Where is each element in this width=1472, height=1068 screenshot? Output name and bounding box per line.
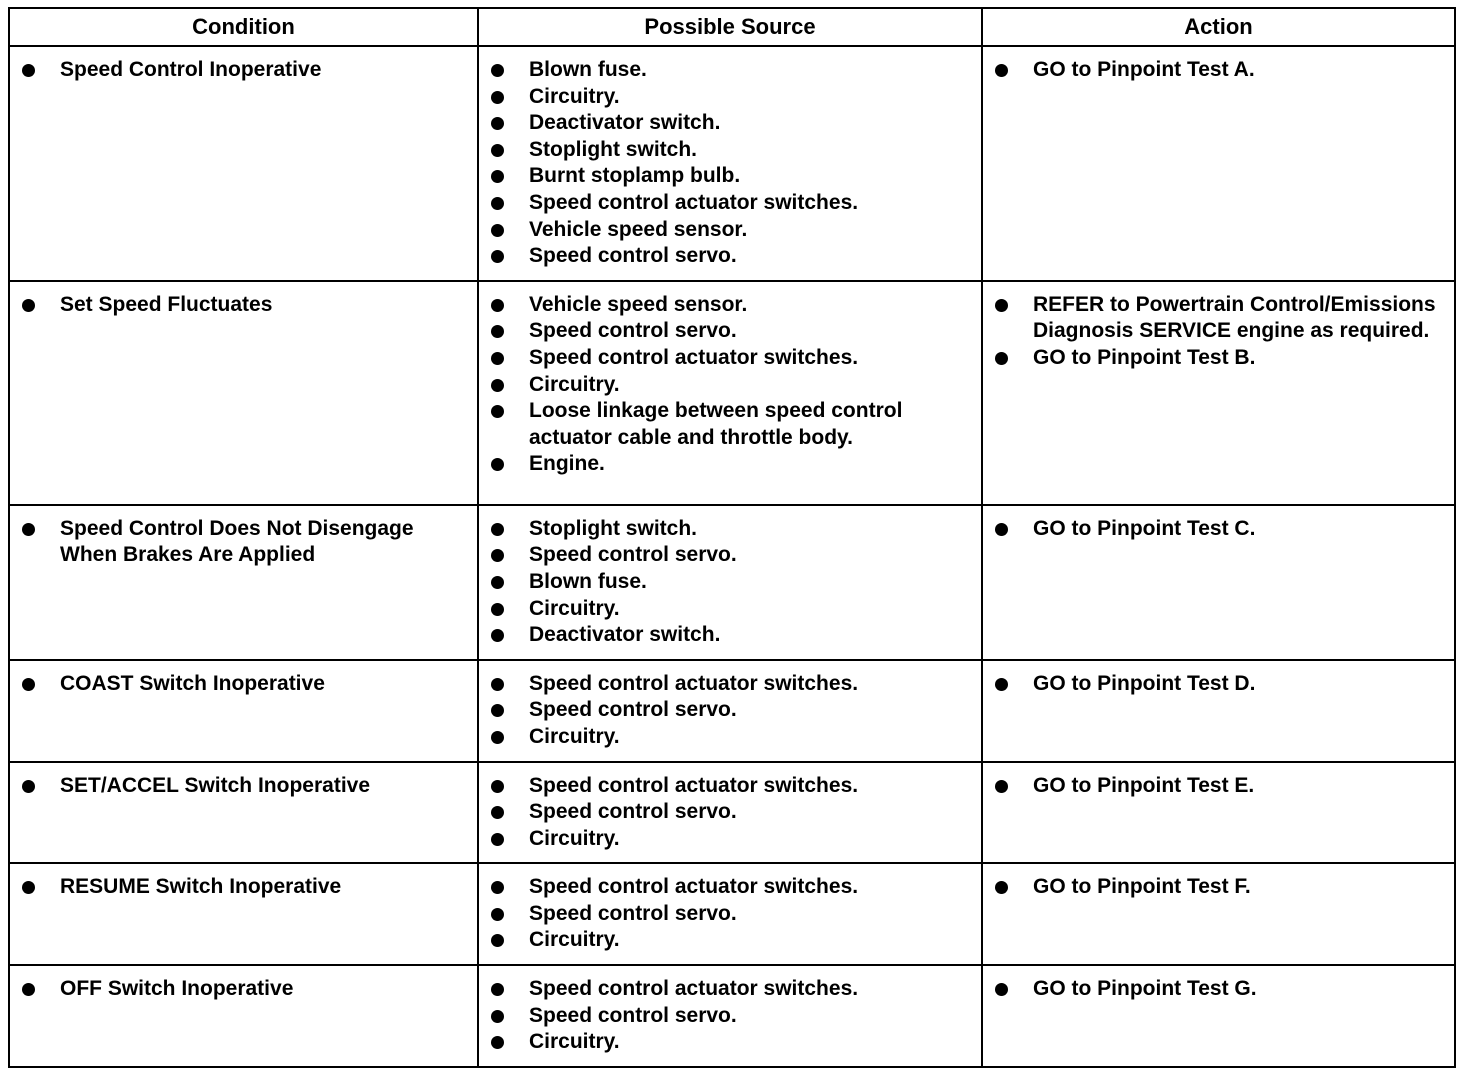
action-item-text: GO to Pinpoint Test D. [1033,671,1256,695]
action-cell [982,965,1455,1067]
possible-source-cell [478,46,982,281]
possible-source-cell-list [479,47,981,280]
condition-cell-list [10,282,477,329]
bullet-icon [491,983,504,996]
source-item [479,901,981,928]
source-item-text: Speed control servo. [529,698,737,722]
source-item-text: Speed control servo. [529,244,737,268]
source-item-text: Stoplight switch. [529,137,697,161]
action-item [983,292,1454,345]
bullet-icon [22,983,35,996]
source-item [479,724,981,751]
source-item-text: Circuitry. [529,596,620,620]
condition-item-text: Set Speed Fluctuates [60,292,273,316]
source-item-text: Speed control servo. [529,800,737,824]
source-item [479,799,981,826]
source-item-text: Vehicle speed sensor. [529,292,748,316]
action-item-text: GO to Pinpoint Test C. [1033,516,1256,540]
source-item [479,217,981,244]
source-item-text: Speed control actuator switches. [529,190,859,214]
condition-cell-list [10,47,477,94]
action-cell-list [983,864,1454,911]
condition-item-text: Speed Control Inoperative [60,58,322,81]
condition-item [10,976,477,1003]
bullet-icon [491,523,504,536]
source-item-text: Deactivator switch. [529,111,721,135]
table-header-row [9,8,1455,46]
source-item-text: Circuitry. [529,1030,620,1054]
bullet-icon [491,197,504,210]
possible-source-cell-list [479,966,981,1066]
bullet-icon [491,91,504,104]
source-item [479,773,981,800]
source-item-text: Speed control actuator switches. [529,875,859,899]
source-item-text: Vehicle speed sensor. [529,217,748,241]
possible-source-cell-list [479,506,981,659]
condition-item-text: Speed Control Does Not Disengage When Brakes Are Applied [60,516,414,567]
source-item [479,137,981,164]
action-item-text: GO to Pinpoint Test B. [1033,345,1256,369]
action-item [983,671,1454,698]
possible-source-cell-list [479,661,981,761]
action-cell [982,660,1455,762]
action-item [983,773,1454,800]
bullet-icon [491,299,504,312]
bullet-icon [995,64,1008,77]
table-row [9,762,1455,864]
action-item [983,874,1454,901]
possible-source-cell [478,505,982,660]
condition-cell [9,505,478,660]
bullet-icon [491,934,504,947]
source-item-text: Speed control servo. [529,901,737,925]
bullet-icon [995,983,1008,996]
source-item-text: Speed control actuator switches. [529,977,859,1001]
action-cell [982,281,1455,505]
bullet-icon [491,833,504,846]
source-item [479,697,981,724]
possible-source-cell [478,762,982,864]
condition-cell-list [10,763,477,810]
source-item [479,292,981,319]
bullet-icon [491,731,504,744]
action-item-text: GO to Pinpoint Test A. [1033,58,1255,81]
bullet-icon [491,64,504,77]
source-item-text: Blown fuse. [529,569,647,593]
source-item-text: Speed control actuator switches. [529,671,859,695]
table-row [9,46,1455,281]
bullet-icon [22,881,35,894]
bullet-icon [22,678,35,691]
condition-item [10,773,477,800]
action-cell [982,863,1455,965]
action-item [983,516,1454,543]
source-item-text: Stoplight switch. [529,516,697,540]
source-item-text: Burnt stoplamp bulb. [529,164,741,188]
source-item-text: Engine. [529,452,605,476]
source-item-text: Circuitry. [529,826,620,850]
condition-cell-list [10,661,477,708]
bullet-icon [491,224,504,237]
source-item-text: Speed control servo. [529,543,737,567]
source-item [479,927,981,954]
condition-item-text: OFF Switch Inoperative [60,977,294,1001]
source-item-text: Loose linkage between speed control actuator cable and throttle body. [529,399,903,449]
source-item-text: Speed control servo. [529,1003,737,1027]
table-body [9,46,1455,1067]
bullet-icon [22,299,35,312]
table-row [9,965,1455,1067]
source-item [479,516,981,543]
action-cell [982,762,1455,864]
condition-cell [9,46,478,281]
condition-cell [9,863,478,965]
source-item [479,569,981,596]
source-item-text: Speed control servo. [529,319,737,343]
action-cell-list [983,47,1454,94]
source-item [479,874,981,901]
condition-item-text: COAST Switch Inoperative [60,671,325,695]
source-item-text: Circuitry. [529,84,620,108]
condition-item [10,671,477,698]
condition-item [10,57,477,84]
condition-item [10,516,477,569]
source-item [479,318,981,345]
source-item [479,976,981,1003]
condition-cell [9,281,478,505]
bullet-icon [491,549,504,562]
condition-cell [9,965,478,1067]
header-condition: Condition [9,8,478,46]
condition-item-text: SET/ACCEL Switch Inoperative [60,773,371,797]
action-item-text: GO to Pinpoint Test F. [1033,875,1251,899]
source-item-text: Speed control actuator switches. [529,345,859,369]
possible-source-cell-list [479,763,981,863]
action-cell-list [983,506,1454,553]
action-cell-list [983,763,1454,810]
bullet-icon [491,908,504,921]
bullet-icon [995,352,1008,365]
bullet-icon [491,1036,504,1049]
action-item-text: GO to Pinpoint Test E. [1033,773,1255,797]
source-item [479,542,981,569]
action-item-text: GO to Pinpoint Test G. [1033,977,1257,1001]
source-item-text: Circuitry. [529,928,620,952]
condition-cell [9,660,478,762]
bullet-icon [491,117,504,130]
bullet-icon [22,780,35,793]
action-item-text: REFER to Powertrain Control/Emissions Diagnosis SERVICE engine as required. [1033,292,1436,343]
table-row [9,281,1455,505]
possible-source-cell [478,660,982,762]
bullet-icon [22,64,35,77]
condition-item [10,874,477,901]
possible-source-cell-list [479,282,981,488]
bullet-icon [995,678,1008,691]
bullet-icon [995,299,1008,312]
source-item [479,243,981,270]
possible-source-cell [478,863,982,965]
bullet-icon [491,704,504,717]
condition-cell-list [10,506,477,579]
bullet-icon [491,1010,504,1023]
bullet-icon [491,405,504,418]
possible-source-cell [478,965,982,1067]
source-item [479,671,981,698]
bullet-icon [491,780,504,793]
bullet-icon [491,144,504,157]
condition-cell-list [10,864,477,911]
action-item [983,345,1454,372]
action-item [983,976,1454,1003]
condition-cell [9,762,478,864]
possible-source-cell-list [479,864,981,964]
bullet-icon [995,523,1008,536]
source-item-text: Circuitry. [529,372,620,396]
source-item [479,1029,981,1056]
bullet-icon [491,603,504,616]
source-item [479,596,981,623]
source-item [479,345,981,372]
source-item [479,622,981,649]
action-cell-list [983,282,1454,382]
bullet-icon [491,379,504,392]
bullet-icon [22,523,35,536]
action-item [983,57,1454,84]
condition-item [10,292,477,319]
header-possible-source: Possible Source [478,8,982,46]
action-cell [982,505,1455,660]
bullet-icon [995,881,1008,894]
action-cell-list [983,966,1454,1013]
source-item [479,451,981,478]
source-item [479,1003,981,1030]
bullet-icon [491,250,504,263]
source-item [479,110,981,137]
header-action: Action [982,8,1455,46]
source-item [479,163,981,190]
table-row [9,505,1455,660]
source-item-text: Circuitry. [529,724,620,748]
bullet-icon [491,678,504,691]
bullet-icon [491,881,504,894]
bullet-icon [491,629,504,642]
source-item [479,372,981,399]
action-cell-list [983,661,1454,708]
bullet-icon [491,170,504,183]
bullet-icon [491,806,504,819]
source-item-text: Speed control actuator switches. [529,773,859,797]
source-item [479,826,981,853]
condition-cell-list [10,966,477,1013]
source-item [479,57,981,84]
table-row [9,660,1455,762]
source-item-text: Blown fuse. [529,58,647,81]
source-item [479,84,981,111]
source-item [479,398,981,451]
bullet-icon [491,325,504,338]
action-cell [982,46,1455,281]
bullet-icon [491,576,504,589]
source-item-text: Deactivator switch. [529,623,721,647]
bullet-icon [491,352,504,365]
bullet-icon [995,780,1008,793]
diagnosis-table [8,7,1456,1068]
condition-item-text: RESUME Switch Inoperative [60,875,342,899]
bullet-icon [491,458,504,471]
possible-source-cell [478,281,982,505]
table-row [9,863,1455,965]
source-item [479,190,981,217]
